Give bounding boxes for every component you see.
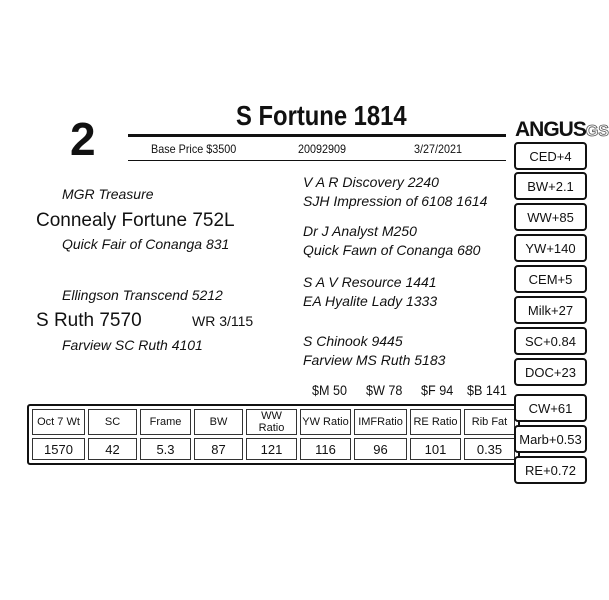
lot-number: 2 [70,113,96,165]
performance-table [27,404,520,465]
perf-header-cell: Oct 7 Wt [32,409,85,435]
dam-sire-sire: S A V Resource 1441 [303,274,437,290]
index-weaning: $W 78 [366,382,403,398]
epd-marb: Marb+0.53 [514,425,587,453]
registration-number: 20092909 [298,142,347,156]
epd-ced: CED+4 [514,142,587,170]
perf-header-cell: YW Ratio [300,409,351,435]
dam-sire-dam: EA Hyalite Lady 1333 [303,293,438,309]
epd-yw: YW+140 [514,234,587,262]
dam-dam-sire: S Chinook 9445 [303,333,403,349]
sire-dam-dam: Quick Fawn of Conanga 680 [303,242,481,258]
perf-header-cell: SC [88,409,137,435]
perf-value-cell: 101 [410,438,461,460]
sire-dam-sire: Dr J Analyst M250 [303,223,417,239]
dam-dam-dam: Farview MS Ruth 5183 [303,352,446,368]
epd-sc: SC+0.84 [514,327,587,355]
dam-weaning-ratio: WR 3/115 [192,313,254,329]
perf-value-cell: 1570 [32,438,85,460]
perf-value-cell: 116 [300,438,351,460]
dam-sire: Ellingson Transcend 5212 [62,287,223,303]
perf-header-cell: Rib Fat [464,409,515,435]
perf-header-cell: RE Ratio [410,409,461,435]
perf-value-cell: 96 [354,438,407,460]
perf-header-cell: Frame [140,409,191,435]
meta-underline [128,160,506,161]
title-underline [128,134,506,137]
angus-logo-suffix: GS [585,123,609,140]
epd-ww: WW+85 [514,203,587,231]
perf-value-cell: 87 [194,438,243,460]
dam: S Ruth 7570 [36,310,142,331]
performance-value-row [32,438,515,460]
perf-value-cell: 121 [246,438,297,460]
perf-value-cell: 5.3 [140,438,191,460]
angus-logo-text: ANGUS [515,118,586,141]
perf-header-cell: BW [194,409,243,435]
animal-name-title: S Fortune 1814 [236,100,407,131]
sire: Connealy Fortune 752L [36,210,235,231]
epd-bw: BW+2.1 [514,172,587,200]
dam-dam: Farview SC Ruth 4101 [62,337,203,353]
performance-header-row [32,409,515,435]
perf-header-cell: IMFRatio [354,409,407,435]
birth-date: 3/27/2021 [414,142,463,156]
epd-cem: CEM+5 [514,265,587,293]
epd-re: RE+0.72 [514,456,587,484]
perf-value-cell: 0.35 [464,438,515,460]
epd-cw: CW+61 [514,394,587,422]
sire-sire-dam: SJH Impression of 6108 1614 [303,193,488,209]
index-feedlot: $F 94 [421,382,454,398]
index-beef: $B 141 [467,382,507,398]
perf-header-cell: WW Ratio [246,409,297,435]
epd-doc: DOC+23 [514,358,587,386]
index-maternal: $M 50 [312,382,348,398]
epd-milk: Milk+27 [514,296,587,324]
angus-logo [515,118,609,142]
sire-sire-sire: V A R Discovery 2240 [303,174,439,190]
perf-value-cell: 42 [88,438,137,460]
sire-sire: MGR Treasure [62,186,154,202]
sire-dam: Quick Fair of Conanga 831 [62,236,230,252]
base-price: Base Price $3500 [151,142,237,156]
